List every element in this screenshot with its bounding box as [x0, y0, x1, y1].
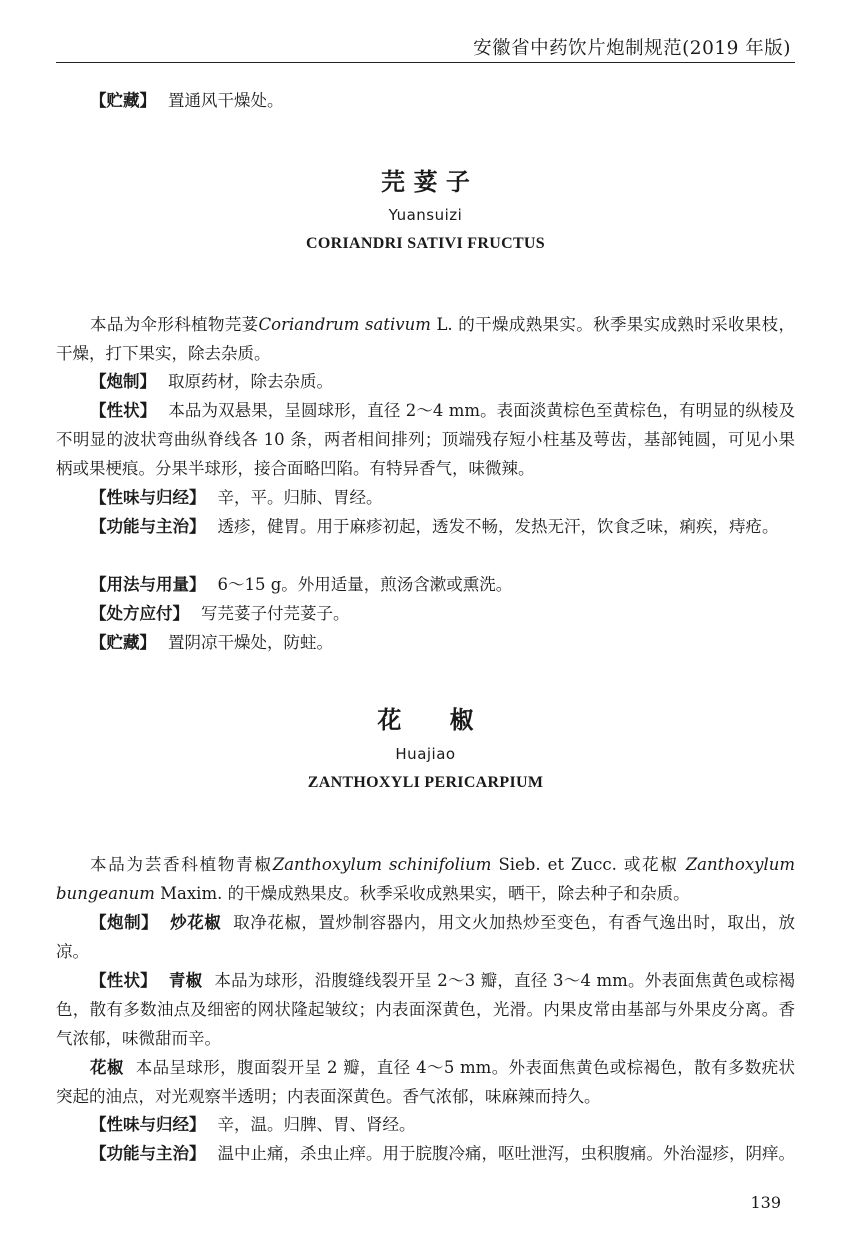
processing-section: 【炮制】 炒花椒 取净花椒，置炒制容器内，用文火加热炒至变色，有香气逸出时，取出，放凉。	[56, 913, 796, 961]
section-tag: 【功能与主治】	[90, 517, 206, 536]
sub-tag: 花椒	[90, 1058, 124, 1077]
function-section: 【功能与主治】 透疹，健胃。用于麻疹初起，透发不畅，发热无汗，饮食乏味，痢疾，痔疮。	[90, 517, 779, 536]
section-tag: 【性味与归经】	[90, 488, 206, 507]
character-section: 【性状】 本品为双悬果，呈圆球形，直径 2～4 mm。表面淡黄棕色至黄棕色，有明显的纵棱及不明显的波状弯曲纵脊线各 10 条，两者相间排列；顶端残存短小柱基及萼齿，基部钝圆，可见小果柄或果梗痕。分果半球形，接合面略凹陷。有特异香气，味微辣。	[56, 401, 796, 478]
usage-section: 【用法与用量】 6～15 g。外用适量，煎汤含漱或熏洗。	[90, 575, 513, 594]
page-number: 139	[750, 1193, 781, 1212]
section-tag: 【性味与归经】	[90, 1115, 206, 1134]
nature-section: 【性味与归经】 辛，温。归脾、胃、肾经。	[90, 1115, 416, 1134]
entry-intro: 本品为芸香科植物青椒Zanthoxylum schinifolium Sieb. et Zucc. 或花椒 Zanthoxylum bungeanum Maxim. 的干燥成熟果皮。秋季采收成熟果实，晒干，除去种子和杂质。	[56, 855, 796, 903]
entry-pinyin: Huajiao	[395, 745, 456, 763]
section-tag: 【处方应付】	[90, 604, 189, 623]
prev-storage: 【贮藏】 置通风干燥处。	[90, 91, 284, 110]
processing-section: 【炮制】 取原药材，除去杂质。	[90, 372, 333, 391]
entry-intro: 本品为伞形科植物芫荽Coriandrum sativum L. 的干燥成熟果实。秋季果实成熟时采收果枝，干燥，打下果实，除去杂质。	[56, 315, 796, 363]
storage-section: 【贮藏】 置阴凉干燥处，防蛀。	[90, 633, 333, 652]
entry-title: 花 椒	[377, 706, 474, 734]
entry-pinyin: Yuansuizi	[388, 206, 463, 224]
prescription-section: 【处方应付】 写芫荽子付芫荽子。	[90, 604, 350, 623]
section-tag: 【用法与用量】	[90, 575, 206, 594]
sub-tag: 青椒	[168, 971, 203, 990]
nature-section: 【性味与归经】 辛，平。归肺、胃经。	[90, 488, 383, 507]
section-tag: 【功能与主治】	[90, 1144, 206, 1163]
section-tag: 【贮藏】	[90, 633, 156, 652]
running-header	[56, 30, 795, 63]
sub-tag: 炒花椒	[170, 913, 222, 932]
character-section: 【性状】 青椒 本品为球形，沿腹缝线裂开呈 2～3 瓣，直径 3～4 mm。外表面焦黄色或棕褐色，散有多数油点及细密的网状隆起皱纹；内表面深黄色，光滑。内果皮常由基部与外果皮分离。香气浓郁，味微甜而辛。	[56, 971, 796, 1048]
section-tag: 【贮藏】	[90, 91, 156, 110]
entry-title: 芫 荽 子	[381, 168, 470, 196]
function-section: 【功能与主治】 温中止痛，杀虫止痒。用于脘腹冷痛，呕吐泄泻，虫积腹痛。外治湿疹，阴痒。	[90, 1144, 795, 1163]
section-tag: 【性状】	[90, 401, 157, 420]
section-tag: 【炮制】	[90, 372, 156, 391]
character-section-2: 花椒 本品呈球形，腹面裂开呈 2 瓣，直径 4～5 mm。外表面焦黄色或棕褐色，散有多数疣状突起的油点，对光观察半透明；内表面深黄色。香气浓郁，味麻辣而持久。	[56, 1058, 796, 1106]
header-title: 安徽省中药饮片炮制规范(2019 年版)	[473, 38, 791, 59]
section-tag: 【性状】	[90, 971, 157, 990]
section-tag: 【炮制】	[90, 913, 159, 932]
entry-latin-name: CORIANDRI SATIVI FRUCTUS	[306, 235, 545, 252]
entry-latin-name: ZANTHOXYLI PERICARPIUM	[307, 774, 544, 791]
